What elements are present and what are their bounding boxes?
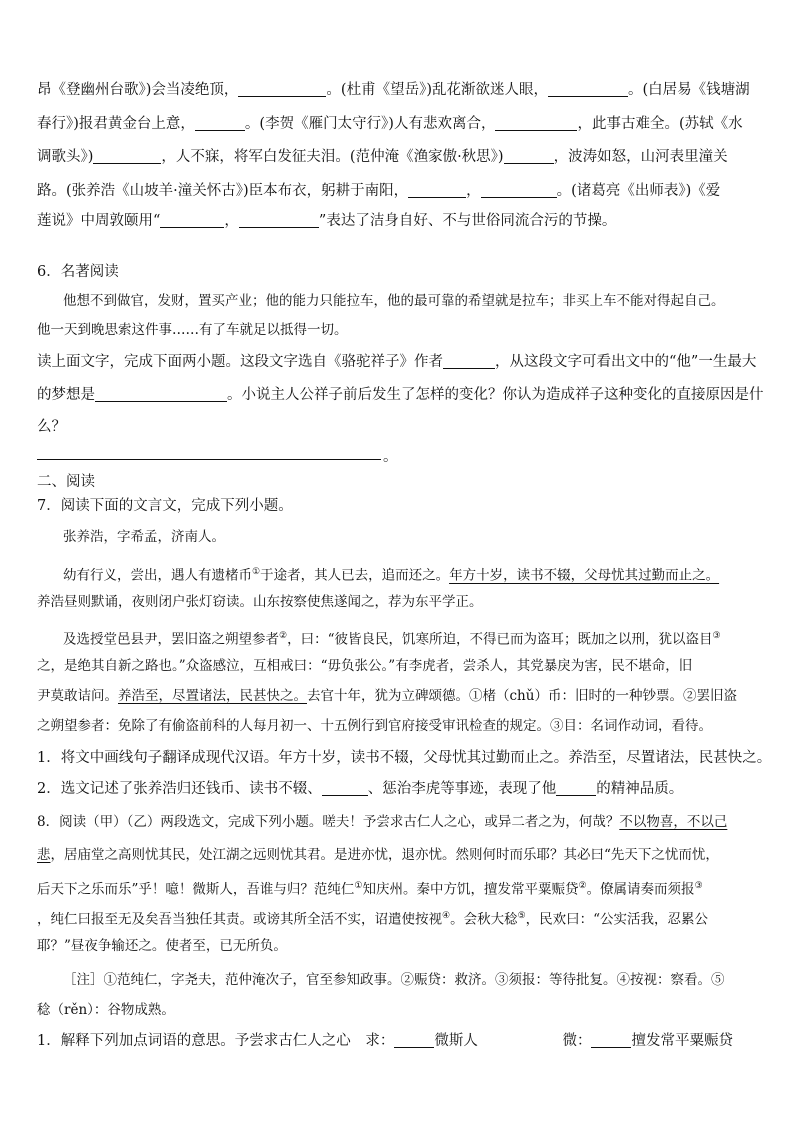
poem-fill-line-5: 莲说》中周敦颐用“ ， ”表达了洁身自好、不与世俗同流合污的节操。 [37, 213, 617, 229]
excerpt-line-2: 他一天到晚思索这件事……有了车就足以抵得一切。 [37, 322, 348, 338]
annotation-line-2: 稔（rěn）：谷物成熟。 [37, 1002, 175, 1018]
answer-blank[interactable] [504, 149, 554, 164]
answer-blank[interactable] [556, 781, 596, 796]
classical-text-line-4: 及选授堂邑县尹，罢旧盗之朔望参者②，曰：“彼皆良民，饥寒所迫，不得已而为盗耳；既加之以刑，犹以盗目③ [63, 631, 721, 648]
answer-blank[interactable] [495, 116, 577, 131]
answer-line-end: 。 [383, 449, 398, 465]
classical-text-line-6: 尹莫敢诘问。养浩至，尽置诸法，民甚快之。去官十年，犹为立碑颂德。①楮（chǔ）币：旧时的一种钞票。②罢旧盗 [37, 688, 737, 704]
answer-blank[interactable] [160, 213, 224, 228]
question-7-sub-1: 1．将文中画线句子翻译成现代汉语。年方十岁，读书不辍，父母忧其过勤而止之。养浩至，尽置诸法，民甚快之。 [37, 750, 772, 766]
underlined-sentence: 养浩至，尽置诸法，民甚快之。 [118, 688, 307, 704]
answer-blank[interactable] [195, 116, 245, 131]
classical-text-line-5: 之，是绝其自新之路也。”众盗感泣，互相戒曰：“毋负张公。”有李虎者，尝杀人，其党暴戾为害，民不堪命，旧 [37, 658, 693, 674]
classical-text-line-3: 养浩昼则默诵，夜则闭户张灯窃读。山东按察使焦遂闻之，荐为东平学正。 [37, 594, 483, 610]
question-8-line-3: 后天下之乐而乐”乎！噫！微斯人，吾谁与归？范纯仁①知庆州。秦中方饥，擅发常平粟赈贷②。僚属请奏而须报③ [37, 881, 703, 898]
answer-blank[interactable] [591, 1033, 631, 1048]
section-title: 二、阅读 [37, 474, 95, 490]
answer-blank[interactable] [322, 781, 368, 796]
classical-text-line-1: 张养浩，字希孟，济南人。 [63, 529, 225, 545]
question-6-prompt-3: 么？ [37, 419, 66, 435]
poem-fill-line-1: 昂《登幽州台歌》)会当凌绝顶， 。(杜甫《望岳》)乱花渐欲迷人眼， 。(白居易《钱塘湖 [37, 82, 750, 98]
answer-blank[interactable] [93, 149, 161, 164]
classical-text-line-7: 之朔望参者：免除了有偷盗前科的人每月初一、十五例行到官府接受审讯检查的规定。③目：名词作动词，看待。 [37, 718, 712, 734]
question-8-sub-1: 1．解释下列加点词语的意思。予尝求古仁人之心 求： 微斯人 微： 擅发常平粟赈贷 [37, 1033, 733, 1049]
question-7-sub-2: 2．选文记述了张养浩归还钱币、读书不辍、 、惩治李虎等事迹，表现了他 的精神品质。 [37, 781, 684, 797]
annotation-line-1: ［注］①范纯仁，字尧夫，范仲淹次子，官至参知政事。②赈贷：救济。③须报：等待批复。④按视：察看。⑤ [63, 972, 725, 988]
answer-blank[interactable] [239, 213, 319, 228]
question-7-title: 7．阅读下面的文言文，完成下列小题。 [37, 498, 293, 514]
author-blank[interactable] [443, 354, 495, 369]
poem-fill-line-3: 调歌头》) ，人不寐，将军白发征夫泪。(范仲淹《渔家傲·秋思》) ，波涛如怒，山河表里潼关 [37, 149, 728, 165]
classical-text-line-2: 幼有行义，尝出，遇人有遗楮币①于途者，其人已去，追而还之。年方十岁，读书不辍，父母忧其过勤而止之。 [63, 567, 720, 584]
answer-blank[interactable] [548, 82, 628, 97]
answer-blank[interactable] [238, 82, 326, 97]
answer-blank[interactable] [481, 183, 557, 198]
poem-fill-line-4: 路。(张养浩《山坡羊·潼关怀古》)臣本布衣，躬耕于南阳， ， 。(诸葛亮《出师表》)《爱 [37, 183, 721, 199]
question-8-line-2: 悲，居庙堂之高则忧其民，处江湖之远则忧其君。是进亦忧，退亦忧。然则何时而乐耶？其必曰“先天下之忧而忧， [37, 847, 719, 863]
question-8-line-5: 耶？”昼夜争输还之。使者至，已无所负。 [37, 938, 287, 954]
question-8-line-1: 8．阅读（甲）（乙）两段选文，完成下列小题。嗟夫！予尝求古仁人之心，或异二者之为，何哉？不以物喜，不以己 [37, 814, 728, 830]
answer-line[interactable] [37, 459, 381, 460]
answer-blank[interactable] [394, 1033, 434, 1048]
answer-blank[interactable] [408, 183, 466, 198]
excerpt-line-1: 他想不到做官，发财，置买产业；他的能力只能拉车，他的最可靠的希望就是拉车；非买上车不能对得起自己。 [63, 293, 725, 309]
dream-blank[interactable] [95, 387, 227, 402]
question-6-prompt-2: 的梦想是 。小说主人公祥子前后发生了怎样的变化？你认为造成祥子这种变化的直接原因是什 [37, 387, 764, 403]
underlined-sentence: 年方十岁，读书不辍，父母忧其过勤而止之。 [449, 567, 720, 584]
question-8-line-4: ，纯仁曰报至无及矣吾当独任其责。或谤其所全活不实，诏遣使按视④。会秋大稔⑤，民欢曰：“公实活我，忍累公 [37, 911, 709, 928]
question-6-title: 6．名著阅读 [37, 264, 119, 280]
question-6-prompt-1: 读上面文字，完成下面两小题。这段文字选自《骆驼祥子》作者 ，从这段文字可看出文中的“他”一生最大 [37, 354, 757, 370]
poem-fill-line-2: 春行》)报君黄金台上意， 。(李贺《雁门太守行》)人有悲欢离合， ，此事古难全。(苏轼《水 [37, 116, 743, 132]
